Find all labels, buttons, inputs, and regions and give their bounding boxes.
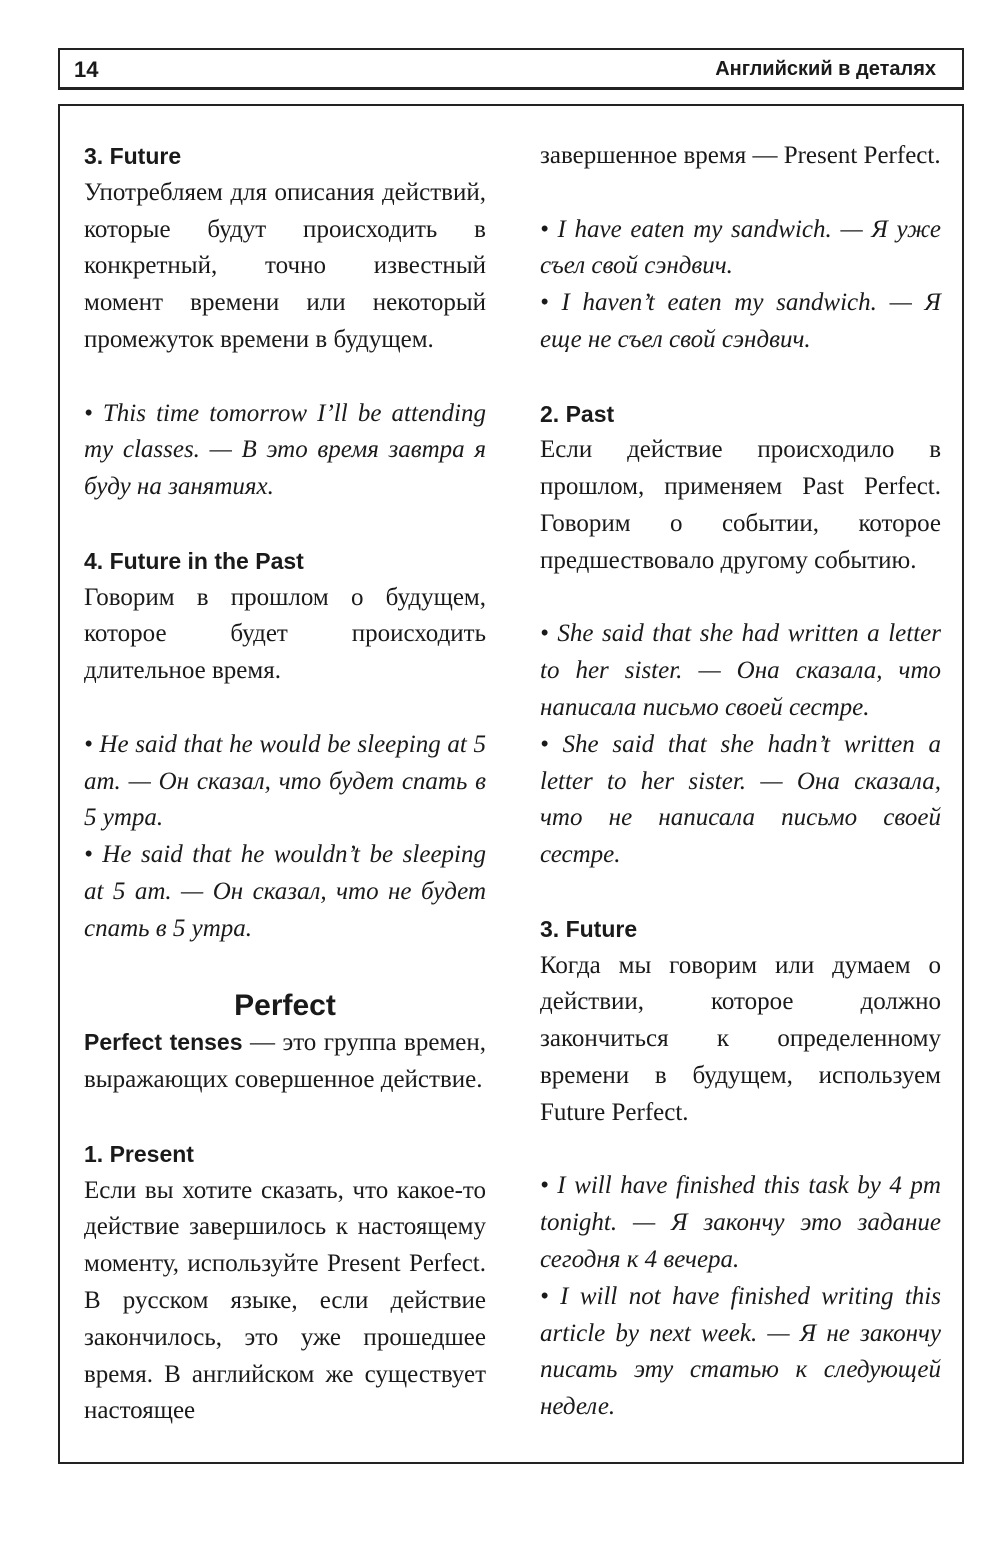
book-title: Английский в деталях <box>715 58 936 80</box>
section-heading: 3. Future <box>540 915 638 942</box>
paragraph: Если действие происходило в прошлом, применяем Past Perfect. Говорим о событии, которое предшествовало другому событию. <box>540 436 941 574</box>
paragraph <box>84 1024 486 1099</box>
left-column <box>84 138 486 1430</box>
term: Perfect tenses <box>84 1029 243 1056</box>
running-header <box>58 48 964 90</box>
section-heading: 3. Future <box>84 143 182 169</box>
example: • I will have finished this task by 4 pm tonight. — Я закончу это задание сегодня к 4 вечера. <box>540 1172 941 1273</box>
section-heading: 2. Past <box>540 400 615 427</box>
example: • I have eaten my sandwich. — Я уже съел свой сэндвич. <box>540 215 941 280</box>
example: • I will not have finished writing this article by next week. — Я не закончу писать эту статью к следующей неделе. <box>540 1282 941 1421</box>
example: • She said that she had written a letter to her sister. — Она сказала, что написала письмо своей сестре. <box>540 620 941 721</box>
page-number: 14 <box>74 57 99 82</box>
paragraph: Употребляем для описания действий, которые будут происходить в конкретный, точно известный момент времени или некоторый промежуток времени в будущем. <box>84 178 486 353</box>
example: • He said that he wouldn’t be sleeping at 5 am. — Он сказал, что не будет спать в 5 утра. <box>84 841 486 942</box>
paragraph: Говорим в прошлом о будущем, которое будет происходить длительное время. <box>84 583 486 685</box>
paragraph: Если вы хотите сказать, что какое-то действие завершилось к настоящему моменту, используйте Present Perfect. В русском языке, если действие закончилось, это уже прошедшее время. В английском же существует настоящее <box>84 1176 486 1425</box>
example: • This time tomorrow I’ll be attending my classes. — В это время завтра я буду на занятиях. <box>84 399 486 501</box>
paragraph: Когда мы говорим или думаем о действии, которое должно закончиться к определенному времени в будущем, используем Future Perfect. <box>540 951 941 1126</box>
section-heading: 4. Future in the Past <box>84 547 304 574</box>
right-column <box>540 138 941 1426</box>
paragraph: завершенное время — Present Perfect. <box>540 142 941 169</box>
section-heading: 1. Present <box>84 1140 194 1167</box>
example: • She said that she hadn’t written a letter to her sister. — Она сказала, что не написала письмо своей сестре. <box>540 730 941 869</box>
example: • He said that he would be sleeping at 5 am. — Он сказал, что будет спать в 5 утра. <box>84 730 486 832</box>
chapter-title: Perfect <box>234 988 336 1022</box>
definition: — это группа времен, выражающих совершенное действие. <box>84 1029 486 1094</box>
example: • I haven’t eaten my sandwich. — Я еще не съел свой сэндвич. <box>540 289 941 353</box>
